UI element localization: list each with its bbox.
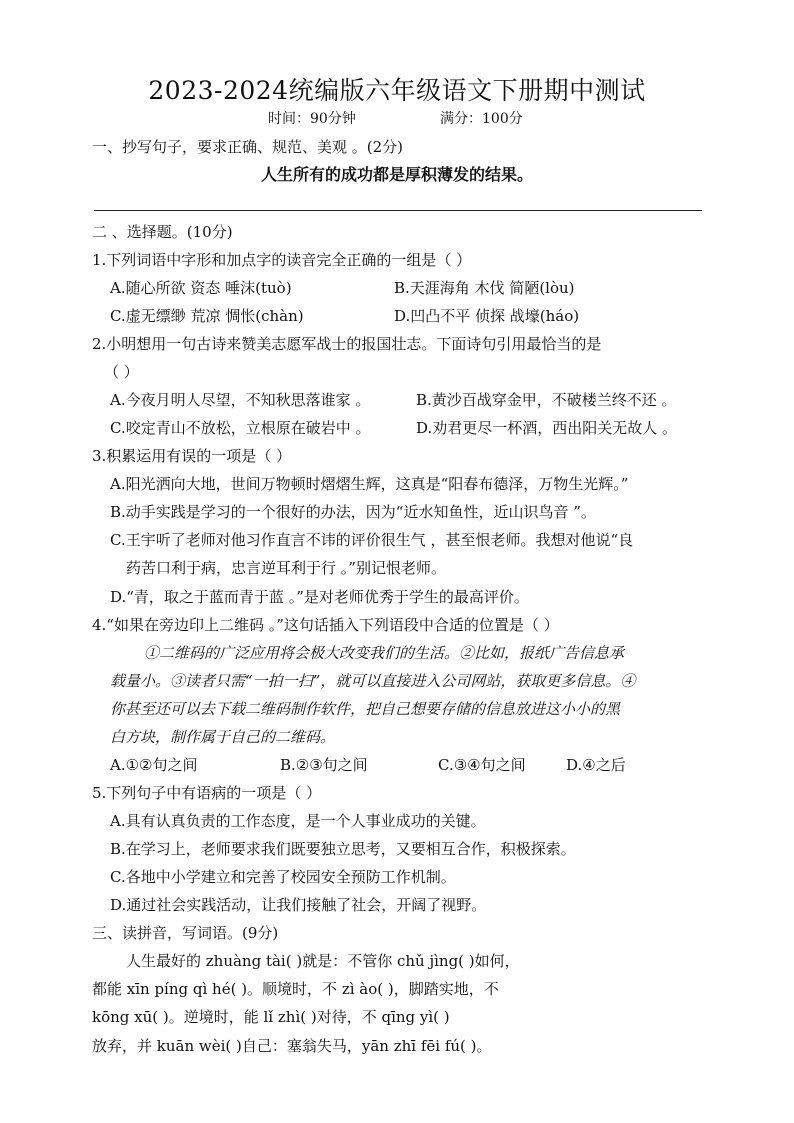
q2-option-d: D.劝君更尽一杯酒，西出阳关无故人 。 <box>416 419 678 437</box>
writing-line <box>94 210 702 211</box>
q1-option-d: D.凹凸不平 侦探 战壕(háo) <box>394 307 580 325</box>
exam-score: 满分：100分 <box>440 111 523 127</box>
pinyin-line4: 放弃，并 kuān wèi( )自己：塞翁失马，yān zhī fēi fú( )。 <box>92 1037 492 1055</box>
q5-option-a: A.具有认真负责的工作态度，是一个人事业成功的关键。 <box>110 812 486 830</box>
exam-time: 时间：90分钟 <box>268 111 356 127</box>
q4-passage-line4: 白方块，制作属于自己的二维码。 <box>110 728 336 746</box>
q4-passage-line2: 载量小。③读者只需“一拍一扫”，就可以直接进入公司网站，获取更多信息。④ <box>110 672 636 690</box>
q4-option-c: C.③④句之间 <box>438 756 526 774</box>
q1-option-c: C.虚无缥缈 荒凉 惆怅(chàn) <box>110 307 304 325</box>
section3-heading: 三、读拼音，写词语。(9分) <box>92 924 279 942</box>
q5-option-b: B.在学习上，老师要求我们既要独立思考，又要相互合作，积极探索。 <box>110 840 576 858</box>
q1-stem: 1.下列词语中字形和加点字的读音完全正确的一组是（ ） <box>92 251 472 269</box>
q2-option-a: A.今夜月明人尽望，不知秋思落谁家 。 <box>110 391 371 409</box>
copy-sentence: 人生所有的成功都是厚积薄发的结果。 <box>260 165 533 184</box>
q1-option-b: B.天涯海角 木伐 简陋(lòu) <box>394 279 575 297</box>
q3-option-b: B.动手实践是学习的一个很好的办法，因为“近水知鱼性，近山识鸟音 ”。 <box>110 503 596 521</box>
q3-option-c-line2: 药苦口利于病，忠言逆耳利于行 。”别记恨老师。 <box>126 559 446 577</box>
pinyin-line1: 人生最好的 zhuàng tài( )就是：不管你 chǔ jìng( )如何， <box>126 952 520 970</box>
q3-option-c-line1: C.王宇听了老师对他习作直言不讳的评价很生气 ，甚至恨老师。我想对他说“良 <box>110 531 634 549</box>
q4-passage-line3: 你甚至还可以去下载二维码制作软件，把自己想要存储的信息放进这小小的黑 <box>110 700 621 718</box>
q1-option-a: A.随心所欲 资态 唾沫(tuò) <box>110 279 292 297</box>
pinyin-line3: kōng xū( )。逆境时，能 lǐ zhì( )对待，不 qīng yì( ) <box>92 1008 450 1026</box>
section1-heading: 一、抄写句子，要求正确、规范、美观 。(2分) <box>92 138 404 156</box>
q2-blank: （ ） <box>104 363 139 381</box>
section2-heading: 二 、选择题。(10分) <box>92 223 233 241</box>
q3-stem: 3.积累运用有误的一项是（ ） <box>92 447 292 465</box>
q3-option-d: D.“青，取之于蓝而青于蓝 。”是对老师优秀于学生的最高评价。 <box>110 588 529 606</box>
q4-option-b: B.②③句之间 <box>280 756 368 774</box>
q4-passage-line1: ①二维码的广泛应用将会极大改变我们的生活。②比如，报纸广告信息承 <box>144 644 625 662</box>
q2-option-c: C.咬定青山不放松，立根原在破岩中 。 <box>110 419 371 437</box>
q4-option-d: D.④之后 <box>566 756 626 774</box>
pinyin-line2: 都能 xīn píng qì hé( )。顺境时，不 zì ào( )，脚踏实地，不 <box>92 980 499 998</box>
q4-option-a: A.①②句之间 <box>110 756 198 774</box>
q5-stem: 5.下列句子中有语病的一项是（ ） <box>92 784 322 802</box>
q4-stem: 4.“如果在旁边印上二维码 。”这句话插入下列语段中合适的位置是（ ） <box>92 616 559 634</box>
q5-option-d: D.通过社会实践活动，让我们接触了社会，开阔了视野。 <box>110 896 487 914</box>
q2-option-b: B.黄沙百战穿金甲，不破楼兰终不还 。 <box>416 391 677 409</box>
q2-stem: 2.小明想用一句古诗来赞美志愿军战士的报国壮志。下面诗句引用最恰当的是 <box>92 335 602 353</box>
exam-title: 2023-2024统编版六年级语文下册期中测试 <box>148 76 646 105</box>
q5-option-c: C.各地中小学建立和完善了校园安全预防工作机制。 <box>110 868 456 886</box>
q3-option-a: A.阳光洒向大地，世间万物顿时熠熠生辉，这真是“阳春布德泽，万物生光辉。” <box>110 475 629 493</box>
